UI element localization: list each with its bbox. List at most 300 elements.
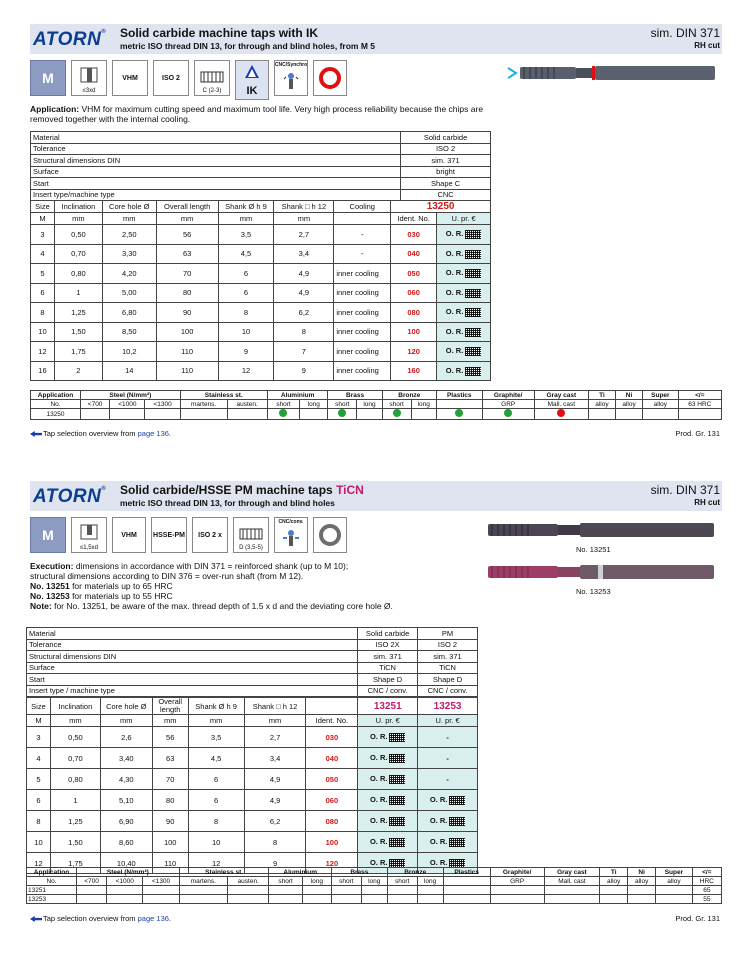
app-subheader-cell: No. — [31, 400, 81, 409]
app-cell — [387, 886, 417, 895]
table-cell: 0,70 — [50, 748, 100, 769]
app-cell — [179, 895, 227, 904]
table-cell: 6 — [218, 264, 274, 284]
table-row — [27, 790, 478, 811]
table-units: M mm mm mm mm mm Ident. No. U. pr. € U. pr. € — [27, 715, 478, 727]
table-row — [31, 283, 491, 303]
app-row-13250 — [31, 409, 722, 420]
table-cell: 5,10 — [100, 790, 152, 811]
app-subheader-cell: <700 — [77, 877, 107, 886]
iso-tolerance-icon: ISO 2 — [153, 60, 189, 96]
app-cell — [227, 409, 267, 420]
spec-row: Insert type / machine type CNC / conv. CNC / conv. — [27, 685, 478, 697]
app-subheader-cell: long — [411, 400, 436, 409]
price-cell — [418, 769, 478, 790]
price-text: O. R. — [369, 816, 388, 826]
cnc-synchro-icon: CNC/Synchro — [274, 60, 308, 96]
suitable-dot-icon — [455, 409, 463, 417]
spec-row: Material Solid carbide — [31, 132, 491, 144]
depth-icon: ≤1,5xd — [71, 517, 107, 553]
app-cell — [600, 886, 628, 895]
arrow-left-icon — [30, 431, 42, 437]
app-cell — [269, 886, 302, 895]
price-cell — [418, 790, 478, 811]
product-subtitle: metric ISO thread DIN 13, for through and blind holes, from M 5 — [120, 41, 376, 51]
table-cell: 1,25 — [54, 303, 102, 323]
app-cell — [417, 886, 443, 895]
app-subheader-cell: <1300 — [145, 400, 180, 409]
app-cell — [600, 895, 628, 904]
table-cell: 80 — [156, 283, 218, 303]
app-subheader-cell: 63 HRC — [678, 400, 721, 409]
app-subheader-cell: Mall. cast — [544, 877, 600, 886]
app-cell — [269, 895, 302, 904]
ident-cell: 040 — [391, 244, 437, 264]
spec-row: Insert type/machine type CNC — [31, 189, 491, 201]
price-text: O. R. — [445, 307, 464, 317]
suitable-dot-icon — [504, 409, 512, 417]
table-cell: 4,5 — [218, 244, 274, 264]
app-subheader-cell: HRC — [692, 877, 721, 886]
app-subheader-cell: short — [267, 400, 299, 409]
ident-cell: 030 — [306, 727, 358, 748]
table-row — [31, 361, 491, 381]
qr-code-icon — [465, 367, 481, 376]
table-cell: 6 — [218, 283, 274, 303]
app-cell — [387, 895, 417, 904]
brand-logo: ATORN® — [33, 29, 107, 50]
price-cell — [358, 811, 418, 832]
table-cell: 6,2 — [274, 303, 334, 323]
app-subheader — [27, 877, 722, 886]
app-cell — [443, 895, 490, 904]
price-text: O. R. — [445, 287, 464, 297]
feature-icons — [30, 517, 347, 553]
spec-row: Start Shape C — [31, 178, 491, 190]
app-row — [27, 886, 722, 895]
suitable-dot-icon — [338, 409, 346, 417]
table-cell: 1 — [54, 283, 102, 303]
table-cell: 12 — [218, 361, 274, 381]
hsse-pm-icon: HSSE-PM — [151, 517, 187, 553]
app-cell — [656, 895, 693, 904]
table-cell: 4,20 — [102, 264, 156, 284]
price-cell — [358, 790, 418, 811]
table-cell: 0,70 — [54, 244, 102, 264]
price-text: - — [446, 753, 449, 763]
spec-row: Tolerance ISO 2 — [31, 143, 491, 155]
app-cell — [443, 886, 490, 895]
table-row — [31, 342, 491, 362]
table-cell: 1,75 — [54, 342, 102, 362]
dimension-table — [30, 200, 491, 381]
qr-code-icon — [449, 817, 465, 826]
vhm-icon: VHM — [112, 60, 148, 96]
app-subheader-cell: short — [269, 877, 302, 886]
chamfer-shape-icon: C (2-3) — [194, 60, 230, 96]
table-cell: 3,40 — [100, 748, 152, 769]
cnc-conv-icon: CNC/conv. — [274, 517, 308, 553]
product-group: Prod. Gr. 131 — [675, 914, 720, 923]
product-title: Solid carbide machine taps with IK — [120, 26, 319, 40]
app-cell — [331, 886, 361, 895]
qr-code-icon — [389, 754, 405, 763]
size-cell: 3 — [31, 225, 55, 245]
app-cell — [77, 886, 107, 895]
price-text: O. R. — [429, 795, 448, 805]
size-cell: 5 — [27, 769, 51, 790]
ident-cell: 160 — [391, 361, 437, 381]
cooling-cell: inner cooling — [334, 322, 391, 342]
ident-cell: 120 — [391, 342, 437, 362]
app-cell — [328, 409, 357, 420]
table-cell: 3,4 — [244, 748, 306, 769]
app-subheader-cell: martens. — [179, 877, 227, 886]
app-subheader-cell: alloy — [616, 400, 643, 409]
app-subheader — [31, 400, 722, 409]
price-text: O. R. — [445, 365, 464, 375]
spec-table — [30, 131, 491, 201]
dimension-table — [26, 697, 478, 874]
table-cell: 8,60 — [100, 832, 152, 853]
table-cell: 2,7 — [244, 727, 306, 748]
spec-row: Structural dimensions DIN sim. 371 sim. 371 — [27, 651, 478, 663]
table-cell: 2,7 — [274, 225, 334, 245]
size-cell: 4 — [31, 244, 55, 264]
table-cell: 4,9 — [244, 790, 306, 811]
table-cell: 63 — [152, 748, 188, 769]
app-cell — [417, 895, 443, 904]
spec-row: Material Solid carbide PM — [27, 628, 478, 640]
price-text: O. R. — [369, 732, 388, 742]
application-table — [30, 390, 722, 420]
table-cell: 0,80 — [54, 264, 102, 284]
image-caption-13253: No. 13253 — [576, 587, 611, 596]
ident-cell: 060 — [391, 283, 437, 303]
product-group: Prod. Gr. 131 — [675, 429, 720, 438]
ident-cell: 050 — [391, 264, 437, 284]
product-block-13251 — [28, 481, 722, 923]
qr-code-icon — [389, 775, 405, 784]
application-note: Application: VHM for maximum cutting speed and maximum tool life. Very high process reliability because the chips are removed together with the internal cooling. — [30, 104, 484, 124]
din-standard: sim. DIN 371 — [650, 26, 720, 40]
price-text: O. R. — [445, 248, 464, 258]
size-cell: 4 — [27, 748, 51, 769]
app-cell — [302, 895, 331, 904]
table-cell: 14 — [102, 361, 156, 381]
tap-tool-image-13253 — [486, 563, 716, 581]
app-subheader-cell: alloy — [588, 400, 615, 409]
price-cell — [437, 342, 491, 362]
app-subheader-cell: GRP — [482, 400, 534, 409]
cooling-cell: inner cooling — [334, 342, 391, 362]
table-cell: 4,9 — [274, 264, 334, 284]
table-row — [27, 727, 478, 748]
table-cell: 8 — [274, 322, 334, 342]
size-cell: 10 — [27, 832, 51, 853]
table-cell: 8 — [244, 832, 306, 853]
app-cell — [411, 409, 436, 420]
app-cell — [227, 895, 269, 904]
table-cell: 3,5 — [218, 225, 274, 245]
table-cell: 9 — [218, 342, 274, 362]
price-cell — [437, 303, 491, 323]
cooling-cell: - — [334, 225, 391, 245]
price-cell — [418, 748, 478, 769]
app-cell — [302, 886, 331, 895]
cut-direction: RH cut — [694, 41, 720, 50]
app-cell — [616, 409, 643, 420]
app-cell — [145, 409, 180, 420]
qr-code-icon — [449, 796, 465, 805]
spec-table — [26, 627, 478, 697]
ident-cell: 100 — [306, 832, 358, 853]
app-subheader-cell: austen. — [227, 877, 269, 886]
qr-code-icon — [389, 796, 405, 805]
price-cell — [358, 727, 418, 748]
table-cell: 70 — [152, 769, 188, 790]
table-cell: 63 — [156, 244, 218, 264]
din-standard: sim. DIN 371 — [650, 483, 720, 497]
product-subtitle: metric ISO thread DIN 13, for through and blind holes — [120, 498, 335, 508]
cut-direction: RH cut — [694, 498, 720, 507]
table-cell: 90 — [156, 303, 218, 323]
app-subheader-cell: long — [302, 877, 331, 886]
app-cell — [361, 886, 387, 895]
header-bar — [30, 481, 722, 511]
price-cell — [437, 264, 491, 284]
app-row — [27, 895, 722, 904]
table-header: Size Inclination Core hole Ø Overall length Shank Ø h 9 Shank □ h 12 Cooling 13250 — [31, 201, 491, 213]
table-cell: 56 — [152, 727, 188, 748]
app-cell — [110, 409, 145, 420]
app-subheader-cell: martens. — [180, 400, 227, 409]
page-link[interactable]: page 136 — [137, 429, 169, 438]
app-no-cell: 13253 — [27, 895, 77, 904]
brand-logo: ATORN® — [33, 486, 107, 507]
arrow-left-icon — [30, 916, 42, 922]
table-cell: 10,2 — [102, 342, 156, 362]
size-cell: 10 — [31, 322, 55, 342]
app-cell — [143, 895, 179, 904]
app-no-cell: 13251 — [27, 886, 77, 895]
spec-row: Surface TiCN TiCN — [27, 662, 478, 674]
ident-cell: 120 — [306, 853, 358, 874]
app-subheader-cell — [436, 400, 482, 409]
spec-row: Tolerance ISO 2X ISO 2 — [27, 639, 478, 651]
table-cell: 8,50 — [102, 322, 156, 342]
header-bar — [30, 24, 722, 54]
app-cell — [179, 886, 227, 895]
size-cell: 12 — [31, 342, 55, 362]
depth-icon: ≤3xd — [71, 60, 107, 96]
table-cell: 100 — [156, 322, 218, 342]
table-cell: 4,9 — [274, 283, 334, 303]
grey-ring-icon — [313, 517, 347, 553]
product-title: Solid carbide/HSSE PM machine taps TiCN — [120, 483, 364, 497]
price-text: O. R. — [429, 858, 448, 868]
price-cell — [418, 832, 478, 853]
price-text: O. R. — [369, 837, 388, 847]
qr-code-icon — [465, 269, 481, 278]
app-subheader-cell — [443, 877, 490, 886]
app-cell — [77, 895, 107, 904]
table-cell: 1,75 — [50, 853, 100, 874]
app-subheader-cell: No. — [27, 877, 77, 886]
app-subheader-cell: GRP — [490, 877, 544, 886]
app-cell — [534, 409, 588, 420]
vhm-icon: VHM — [112, 517, 146, 553]
ident-cell: 080 — [306, 811, 358, 832]
app-cell — [482, 409, 534, 420]
app-cell — [436, 409, 482, 420]
ident-cell: 060 — [306, 790, 358, 811]
spec-row: Start Shape D Shape D — [27, 674, 478, 686]
size-cell: 8 — [31, 303, 55, 323]
size-cell: 16 — [31, 361, 55, 381]
app-cell — [656, 886, 693, 895]
table-cell: 12 — [188, 853, 244, 874]
cooling-cell: inner cooling — [334, 303, 391, 323]
tap-tool-image-13251 — [486, 521, 716, 539]
app-subheader-cell: long — [361, 877, 387, 886]
size-cell: 3 — [27, 727, 51, 748]
qr-code-icon — [449, 838, 465, 847]
app-cell — [490, 886, 544, 895]
table-cell: 6 — [188, 790, 244, 811]
table-cell: 9 — [244, 853, 306, 874]
table-row — [27, 748, 478, 769]
table-cell: 8 — [218, 303, 274, 323]
app-subheader-cell: long — [417, 877, 443, 886]
ident-cell: 040 — [306, 748, 358, 769]
table-cell: 4,30 — [100, 769, 152, 790]
table-cell: 90 — [152, 811, 188, 832]
price-text: O. R. — [369, 774, 388, 784]
tap-tool-image — [506, 62, 718, 84]
app-cell — [180, 409, 227, 420]
table-row — [31, 322, 491, 342]
footer-link: Tap selection overview from page 136. — [30, 429, 171, 438]
app-cell — [643, 409, 678, 420]
app-subheader-cell: alloy — [600, 877, 628, 886]
table-cell: 2,6 — [100, 727, 152, 748]
app-cell: 65 — [692, 886, 721, 895]
table-cell: 70 — [156, 264, 218, 284]
table-cell: 6,2 — [244, 811, 306, 832]
app-cell — [267, 409, 299, 420]
internal-coolant-icon: IK — [235, 60, 269, 100]
app-cell — [143, 886, 179, 895]
price-cell — [418, 727, 478, 748]
app-cell — [81, 409, 110, 420]
price-text: O. R. — [369, 753, 388, 763]
app-cell — [588, 409, 615, 420]
table-cell: 110 — [152, 853, 188, 874]
app-cell — [361, 895, 387, 904]
app-subheader-cell: Mall. cast — [534, 400, 588, 409]
table-row — [31, 264, 491, 284]
suitable-dot-icon — [393, 409, 401, 417]
price-cell — [437, 244, 491, 264]
feature-icons — [30, 60, 347, 100]
table-row — [27, 811, 478, 832]
price-text: O. R. — [429, 837, 448, 847]
ident-cell: 100 — [391, 322, 437, 342]
application-table — [26, 867, 722, 904]
size-cell: 8 — [27, 811, 51, 832]
table-row — [31, 303, 491, 323]
price-text: O. R. — [445, 346, 464, 356]
app-cell — [227, 886, 269, 895]
iso-tolerance-icon: ISO 2 x — [192, 517, 228, 553]
price-cell — [358, 769, 418, 790]
ident-cell: 050 — [306, 769, 358, 790]
app-subheader-cell: short — [328, 400, 357, 409]
app-subheader-cell: short — [382, 400, 411, 409]
cooling-cell: - — [334, 244, 391, 264]
app-subheader-cell: short — [387, 877, 417, 886]
app-subheader-cell: <700 — [81, 400, 110, 409]
app-cell — [357, 409, 382, 420]
price-cell — [418, 811, 478, 832]
size-cell: 5 — [31, 264, 55, 284]
table-cell: 0,50 — [50, 727, 100, 748]
price-text: - — [446, 732, 449, 742]
price-text: - — [446, 774, 449, 784]
table-cell: 56 — [156, 225, 218, 245]
table-cell: 8 — [188, 811, 244, 832]
suitable-dot-icon — [279, 409, 287, 417]
chamfer-shape-icon: D (3,5-5) — [233, 517, 269, 553]
red-ring-icon — [313, 60, 347, 96]
app-cell — [300, 409, 328, 420]
table-row — [31, 244, 491, 264]
price-cell — [437, 225, 491, 245]
price-text: O. R. — [369, 795, 388, 805]
table-cell: 6 — [188, 769, 244, 790]
price-cell — [358, 748, 418, 769]
table-cell: 3,5 — [188, 727, 244, 748]
execution-note: Execution: dimensions in accordance with DIN 371 = reinforced shank (up to M 10); structural dimensions according to DIN 376 = over-run shaft (from M 12). No. 13251 for materials up to 65 HRC No. 13253 for materials up to 55 HRC Note: for No. 13251, be aware of the max. thread depth of 1.5 x d and the deviating core hole Ø. — [30, 561, 393, 611]
table-cell: 1,50 — [54, 322, 102, 342]
table-cell: 4,9 — [244, 769, 306, 790]
app-cell — [382, 409, 411, 420]
material-m-icon: M — [30, 517, 66, 553]
size-cell: 6 — [27, 790, 51, 811]
cooling-cell: inner cooling — [334, 361, 391, 381]
page-link[interactable]: page 136 — [137, 914, 169, 923]
qr-code-icon — [465, 289, 481, 298]
price-text: O. R. — [445, 268, 464, 278]
table-cell: 0,80 — [50, 769, 100, 790]
table-cell: 3,4 — [274, 244, 334, 264]
price-text: O. R. — [445, 229, 464, 239]
price-text: O. R. — [445, 326, 464, 336]
table-cell: 110 — [156, 361, 218, 381]
table-row — [31, 225, 491, 245]
table-cell: 10,40 — [100, 853, 152, 874]
price-cell — [437, 322, 491, 342]
app-cell — [544, 895, 600, 904]
price-cell — [358, 832, 418, 853]
spec-row: Surface bright — [31, 166, 491, 178]
table-header: Size Inclination Core hole Ø Overall length Shank Ø h 9 Shank □ h 12 13251 13253 — [27, 698, 478, 715]
app-cell — [544, 886, 600, 895]
conditional-dot-icon — [557, 409, 565, 417]
qr-code-icon — [389, 733, 405, 742]
table-cell: 80 — [152, 790, 188, 811]
